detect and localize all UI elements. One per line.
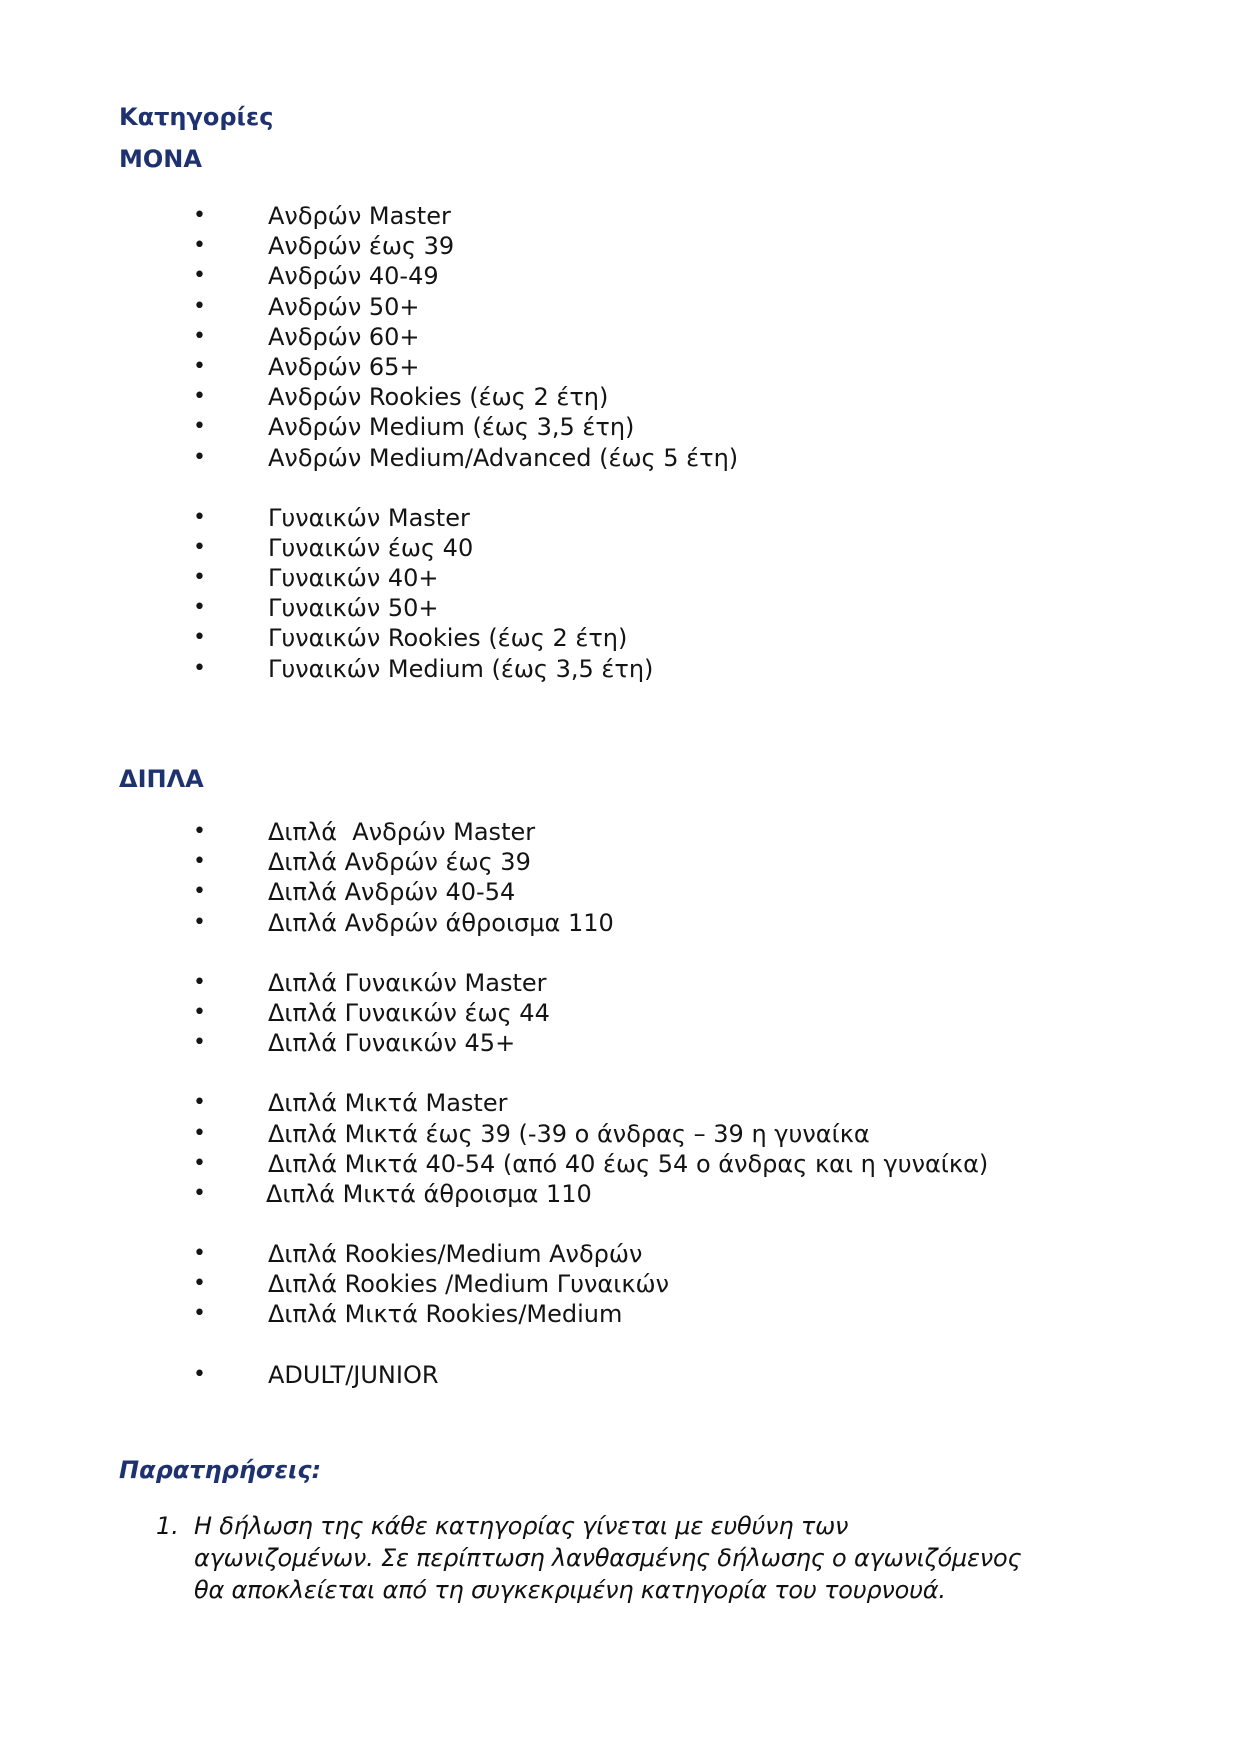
list-item: • Ανδρών Master	[193, 202, 451, 230]
list-item: • Ανδρών έως 39	[193, 232, 455, 261]
note-number: 1.	[156, 1512, 179, 1540]
bullet-icon: •	[193, 444, 206, 470]
list-item: • Γυναικών 40+	[193, 564, 439, 593]
list-item: • Διπλά Μικτά έως 39 (-39 ο άνδρας – 39 η γυναίκα	[193, 1119, 870, 1148]
list-item: • Γυναικών 50+	[193, 594, 439, 623]
list-item: • Διπλά Μικτά άθροισμα 110	[193, 1179, 592, 1208]
list-item: • Διπλά Ανδρών έως 39	[193, 848, 531, 877]
list-item: • Γυναικών Master	[193, 503, 470, 532]
bullet-icon: •	[193, 1271, 206, 1297]
list-item: • Γυναικών έως 40	[193, 533, 474, 562]
singles-heading: ΜΟΝΑ	[119, 145, 202, 173]
bullet-icon: •	[193, 1241, 206, 1267]
list-item: • ADULT/JUNIOR	[193, 1360, 439, 1389]
bullet-icon: •	[193, 1301, 206, 1327]
list-item: • Διπλά Μικτά 40-54 (από 40 έως 54 ο άνδρας και η γυναίκα)	[193, 1149, 989, 1178]
bullet-icon: •	[193, 534, 206, 560]
bullet-icon: •	[193, 323, 206, 349]
bullet-icon: •	[193, 1030, 206, 1056]
bullet-icon: •	[193, 504, 206, 530]
bullet-icon: •	[193, 999, 206, 1025]
list-item: • Διπλά Γυναικών έως 44	[193, 998, 550, 1027]
list-item: • Διπλά Μικτά Rookies/Medium	[193, 1300, 623, 1329]
bullet-icon: •	[193, 293, 206, 319]
list-item: • Διπλά Rookies/Medium Ανδρών	[193, 1240, 643, 1269]
list-item: • Γυναικών Medium (έως 3,5 έτη)	[193, 654, 654, 683]
page-title: Κατηγορίες	[119, 103, 274, 131]
bullet-icon: •	[193, 879, 206, 905]
list-item: • Διπλά Ανδρών Master	[193, 818, 536, 846]
list-item: • Ανδρών Medium (έως 3,5 έτη)	[193, 413, 635, 442]
list-item: • Ανδρών 50+	[193, 292, 420, 321]
bullet-icon: •	[193, 1090, 206, 1116]
list-item: • Διπλά Ανδρών 40-54	[193, 878, 516, 907]
bullet-icon: •	[193, 233, 206, 259]
singles-list	[0, 201, 1100, 684]
bullet-icon: •	[193, 655, 206, 681]
bullet-icon: •	[193, 1150, 206, 1176]
bullet-icon: •	[193, 1180, 206, 1206]
bullet-icon: •	[193, 1120, 206, 1146]
list-item: • Ανδρών Medium/Advanced (έως 5 έτη)	[193, 443, 739, 472]
list-item: • Διπλά Γυναικών 45+	[193, 1029, 516, 1058]
bullet-icon: •	[193, 595, 206, 621]
list-item: • Διπλά Rookies /Medium Γυναικών	[193, 1270, 670, 1299]
bullet-icon: •	[193, 414, 206, 440]
bullet-icon: •	[193, 263, 206, 289]
bullet-icon: •	[193, 969, 206, 995]
list-item: • Ανδρών 40-49	[193, 262, 439, 291]
note-text: Η δήλωση της κάθε κατηγορίας γίνεται με ευθύνη των αγωνιζομένων. Σε περίπτωση λανθασμένης δήλωσης ο αγωνιζόμενος θα αποκλείεται από τη συγκεκριμένη κατηγορία του τουρνουά.	[194, 1512, 1022, 1604]
list-item: • Ανδρών 60+	[193, 322, 420, 351]
bullet-icon: •	[193, 384, 206, 410]
bullet-icon: •	[193, 849, 206, 875]
list-item: • Ανδρών Rookies (έως 2 έτη)	[193, 383, 609, 412]
bullet-icon: •	[193, 203, 206, 228]
list-item: • Γυναικών Rookies (έως 2 έτη)	[193, 624, 628, 653]
list-item: • Διπλά Γυναικών Master	[193, 968, 547, 997]
list-item: • Διπλά Ανδρών άθροισμα 110	[193, 908, 614, 937]
list-item: • Ανδρών 65+	[193, 352, 420, 381]
bullet-icon: •	[193, 909, 206, 935]
notes-heading: Παρατηρήσεις:	[119, 1456, 322, 1484]
doubles-heading: ΔΙΠΛΑ	[119, 765, 204, 793]
bullet-icon: •	[193, 625, 206, 651]
bullet-icon: •	[193, 1361, 206, 1387]
bullet-icon: •	[193, 353, 206, 379]
list-item: • Διπλά Μικτά Master	[193, 1089, 508, 1118]
doubles-list	[0, 817, 1100, 1390]
bullet-icon: •	[193, 565, 206, 591]
bullet-icon: •	[193, 819, 206, 844]
